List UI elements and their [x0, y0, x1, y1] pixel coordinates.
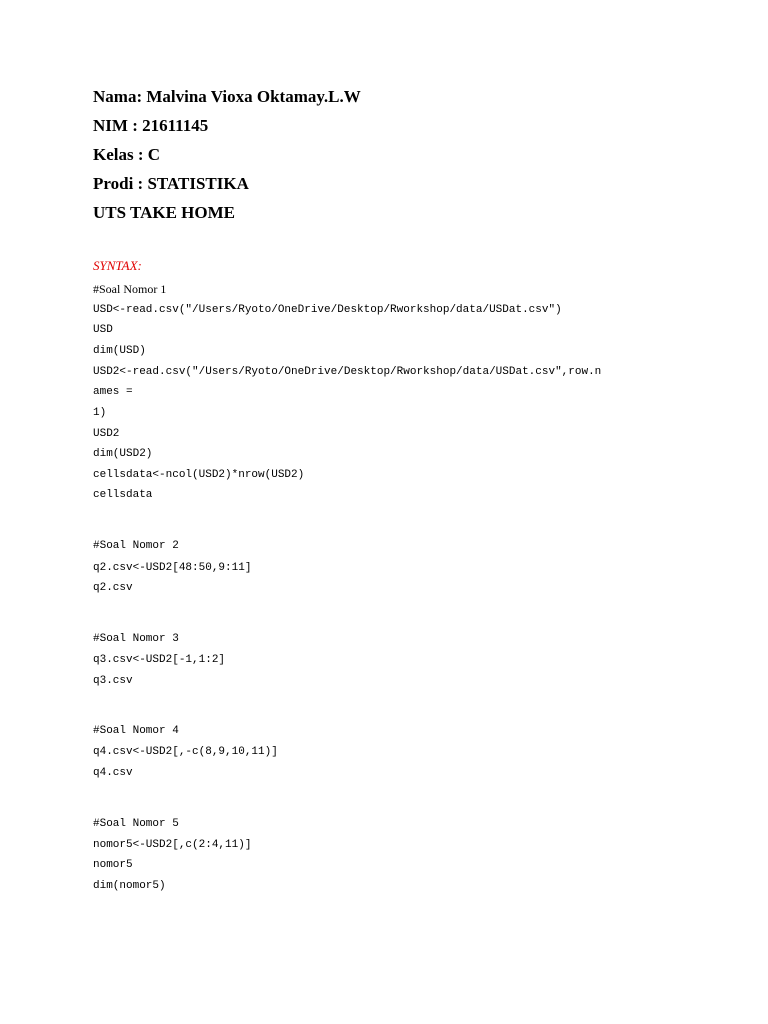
student-nim: NIM : 21611145 — [93, 116, 209, 135]
code-line: cellsdata<-ncol(USD2)*nrow(USD2) — [93, 469, 305, 481]
study-program: Prodi : STATISTIKA — [93, 174, 249, 193]
code-line: nomor5 — [93, 859, 133, 871]
code-line: USD2<-read.csv("/Users/Ryoto/OneDrive/Desktop/Rworkshop/data/USDat.csv",row.n — [93, 366, 602, 378]
code-line: q4.csv<-USD2[,-c(8,9,10,11)] — [93, 746, 278, 758]
code-comment-soal-1: #Soal Nomor 1 — [93, 282, 167, 296]
code-line: 1) — [93, 407, 107, 419]
code-line: cellsdata — [93, 489, 153, 501]
code-line: ames = — [93, 386, 133, 398]
code-comment-soal-5: #Soal Nomor 5 — [93, 818, 179, 830]
code-line: q3.csv<-USD2[-1,1:2] — [93, 654, 226, 666]
student-class: Kelas : C — [93, 145, 161, 164]
code-line: USD2 — [93, 428, 120, 440]
code-comment-soal-3: #Soal Nomor 3 — [93, 633, 179, 645]
document-title: UTS TAKE HOME — [93, 203, 236, 222]
code-line: dim(USD2) — [93, 448, 153, 460]
code-line: USD — [93, 324, 113, 336]
code-line: q4.csv — [93, 767, 133, 779]
code-line: q2.csv<-USD2[48:50,9:11] — [93, 562, 252, 574]
code-line: dim(USD) — [93, 345, 146, 357]
code-line: q3.csv — [93, 675, 133, 687]
syntax-label: SYNTAX: — [93, 258, 142, 273]
code-line: dim(nomor5) — [93, 880, 166, 892]
code-line: q2.csv — [93, 582, 133, 594]
code-line: USD<-read.csv("/Users/Ryoto/OneDrive/Desktop/Rworkshop/data/USDat.csv") — [93, 304, 562, 316]
code-line: nomor5<-USD2[,c(2:4,11)] — [93, 839, 252, 851]
student-name: Nama: Malvina Vioxa Oktamay.L.W — [93, 87, 361, 106]
code-comment-soal-2: #Soal Nomor 2 — [93, 540, 179, 552]
code-comment-soal-4: #Soal Nomor 4 — [93, 725, 179, 737]
